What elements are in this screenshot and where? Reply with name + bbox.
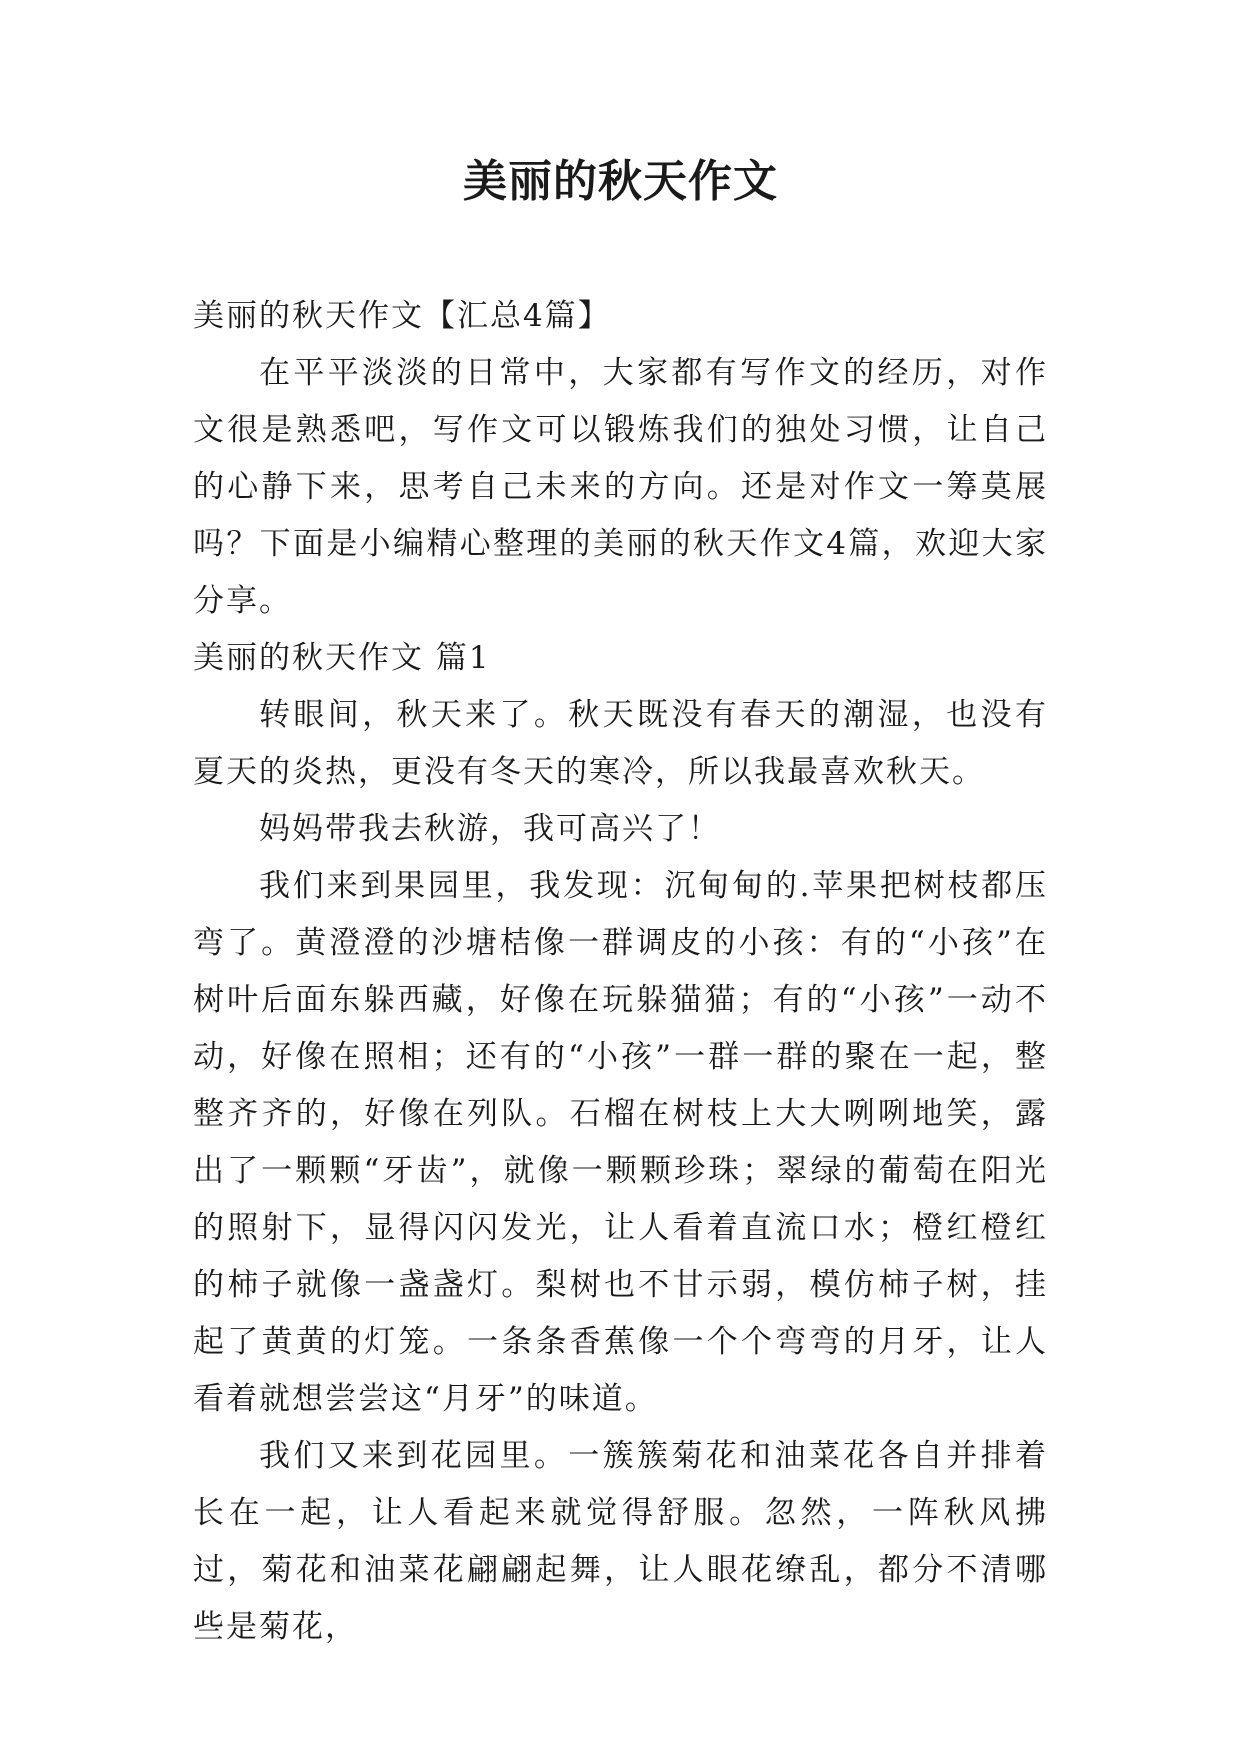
intro-paragraph: 在平平淡淡的日常中，大家都有写作文的经历，对作文很是熟悉吧，写作文可以锻炼我们的独处习惯，让自己的心静下来，思考自己未来的方向。还是对作文一筹莫展吗？下面是小编精心整理的美丽的秋天作文4篇，欢迎大家分享。	[193, 355, 1048, 619]
body-paragraph: 我们来到果园里，我发现：沉甸甸的.苹果把树枝都压弯了。黄澄澄的沙塘桔像一群调皮的小孩：有的“小孩”在树叶后面东躲西藏，好像在玩躲猫猫；有的“小孩”一动不动，好像在照相；还有的“小孩”一群一群的聚在一起，整整齐齐的，好像在列队。石榴在树枝上大大咧咧地笑，露出了一颗颗“牙齿”，就像一颗颗珍珠；翠绿的葡萄在阳光的照射下，显得闪闪发光，让人看着直流口水；橙红橙红的柿子就像一盏盏灯。梨树也不甘示弱，模仿柿子树，挂起了黄黄的灯笼。一条条香蕉像一个个弯弯的月牙，让人看着就想尝尝这“月牙”的味道。	[193, 868, 1048, 1417]
document-subtitle: 美丽的秋天作文【汇总4篇】	[193, 298, 611, 334]
body-paragraph: 妈妈带我去秋游，我可高兴了！	[259, 811, 721, 847]
document-body	[193, 288, 1048, 1656]
document-title: 美丽的秋天作文	[463, 156, 778, 207]
section-heading: 美丽的秋天作文 篇1	[193, 640, 491, 676]
body-paragraph: 我们又来到花园里。一簇簇菊花和油菜花各自并排着长在一起，让人看起来就觉得舒服。忽然，一阵秋风拂过，菊花和油菜花翩翩起舞，让人眼花缭乱，都分不清哪些是菊花，	[193, 1438, 1048, 1645]
body-paragraph: 转眼间，秋天来了。秋天既没有春天的潮湿，也没有夏天的炎热，更没有冬天的寒冷，所以我最喜欢秋天。	[193, 697, 1048, 790]
